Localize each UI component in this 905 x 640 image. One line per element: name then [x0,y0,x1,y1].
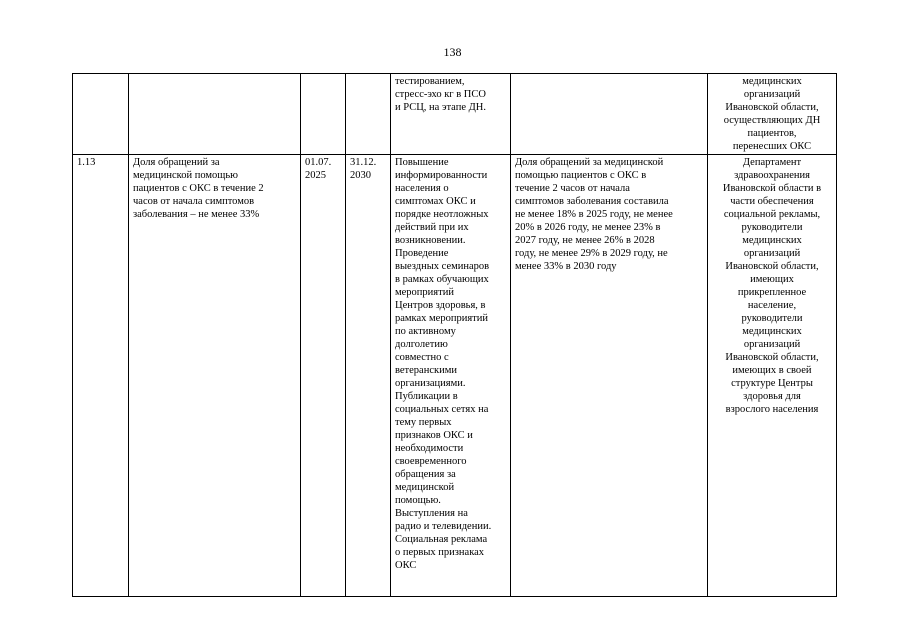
cell-line: заболевания – не менее 33% [133,209,260,220]
cell-line: году, не менее 29% в 2029 году, не [515,248,668,259]
cell-line: 31.12. [350,157,377,168]
cell-line: обращения за [395,469,456,480]
cell-end-date [346,74,391,155]
cell-line: Выступления на [395,508,468,519]
cell-line: возникновении. [395,235,466,246]
cell-line: взрослого населения [725,404,819,415]
cell-end-date [346,155,391,597]
cell-line: и РСЦ, на этапе ДН. [395,102,486,113]
cell-line: о первых признаках [395,547,485,558]
cell-result [511,74,708,155]
cell-line: население, [747,300,797,311]
cell-line: своевременного [395,456,467,467]
cell-line: Проведение [395,248,449,259]
cell-responsible [708,155,837,597]
cell-measures [391,74,511,155]
cell-line: необходимости [395,443,464,454]
cell-line: 01.07. [305,157,332,168]
cell-line: пациентов, [747,128,797,139]
cell-measures [391,155,511,597]
cell-line: структуре Центры [731,378,813,389]
cell-line: симптомов заболевания составила [515,196,669,207]
cell-line: пациентов с ОКС в течение 2 [133,183,264,194]
cell-line: здравоохранения [734,170,810,181]
cell-line: Ивановской области в [722,183,822,194]
cell-line: мероприятий [395,287,454,298]
cell-line: Доля обращений за [133,157,220,168]
cell-line: радио и телевидении. [395,521,492,532]
cell-line: социальных сетях на [395,404,489,415]
cell-line: медицинских [742,235,802,246]
table-row [73,155,837,597]
cell-line: имеющих в своей [732,365,812,376]
cell-line: Ивановской области, [725,352,819,363]
cell-line: порядке неотложных [395,209,489,220]
cell-line: 2027 году, не менее 26% в 2028 [515,235,655,246]
cell-line: Социальная реклама [395,534,488,545]
cell-line: медицинской помощью [133,170,238,181]
cell-line: 2030 [350,170,371,181]
cell-line: по активному [395,326,456,337]
measures-table [72,73,837,597]
cell-indicator [129,155,301,597]
cell-line: Доля обращений за медицинской [515,157,664,168]
cell-line: тему первых [395,417,452,428]
cell-line: выездных семинаров [395,261,490,272]
cell-line: перенесших ОКС [732,141,812,152]
cell-line: долголетию [395,339,448,350]
cell-line: Департамент [742,157,802,168]
cell-line: 2025 [305,170,326,181]
cell-line: осуществляющих ДН [723,115,821,126]
cell-line: помощью пациентов с ОКС в [515,170,647,181]
cell-line: Центров здоровья, в [395,300,486,311]
cell-line: организаций [743,248,801,259]
cell-line: населения о [395,183,449,194]
cell-line: здоровья для [743,391,801,402]
cell-line: имеющих [750,274,794,285]
cell-line: симптомах ОКС и [395,196,476,207]
cell-line: совместно с [395,352,449,363]
cell-number [73,74,129,155]
cell-line: стресс-эхо кг в ПСО [395,89,486,100]
cell-line: Ивановской области, [725,102,819,113]
page-number: 138 [443,45,462,59]
cell-line: в рамках обучающих [395,274,489,285]
cell-line: Ивановской области, [725,261,819,272]
cell-responsible [708,74,837,155]
cell-line: Публикации в [395,391,458,402]
cell-line: социальной рекламы, [723,209,821,220]
cell-line: не менее 18% в 2025 году, не менее [515,209,673,220]
cell-line: руководители [741,222,803,233]
cell-line: медицинской [395,482,455,493]
cell-line: ОКС [395,560,417,571]
cell-result [511,155,708,597]
cell-line: организаций [743,339,801,350]
cell-line: менее 33% в 2030 году [515,261,617,272]
cell-line: признаков ОКС и [395,430,473,441]
cell-line: часов от начала симптомов [133,196,255,207]
cell-line: руководители [741,313,803,324]
cell-line: организациями. [395,378,466,389]
cell-line: действий при их [395,222,469,233]
cell-start-date [301,155,346,597]
cell-line: организаций [743,89,801,100]
cell-line: ветеранскими [395,365,457,376]
cell-line: течение 2 часов от начала [515,183,630,194]
cell-start-date [301,74,346,155]
cell-line: Повышение [395,157,449,168]
cell-line: 20% в 2026 году, не менее 23% в [515,222,661,233]
cell-line: части обеспечения [730,196,814,207]
cell-line: медицинских [742,76,802,87]
cell-line: информированности [395,170,488,181]
cell-line: медицинских [742,326,802,337]
cell-line: помощью. [395,495,441,506]
cell-indicator [129,74,301,155]
cell-line: прикрепленное [737,287,807,298]
table-row [73,74,837,155]
cell-line: тестированием, [395,76,465,87]
cell-line: рамках мероприятий [395,313,488,324]
cell-number: 1.13 [73,155,129,597]
